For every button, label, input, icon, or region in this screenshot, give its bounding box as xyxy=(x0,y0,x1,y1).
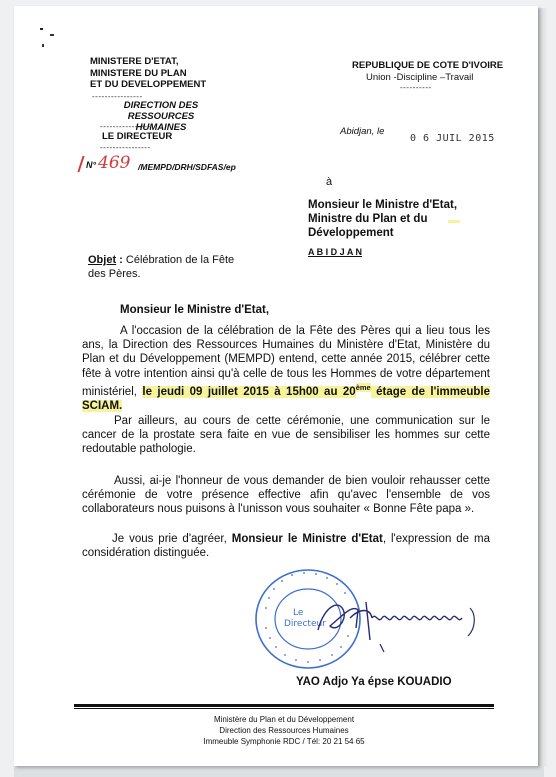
paragraph-text: Par ailleurs, au cours de cette cérémonie, une communication sur le cancer de la prostate sera faite en vue de sensibiliser les hommes sur cette redoutable pathologie. xyxy=(82,415,490,456)
separator: ---------- xyxy=(400,83,432,92)
recipient-a: à xyxy=(326,176,333,188)
direction-line: HUMAINES xyxy=(135,122,187,133)
object-colon: : xyxy=(116,254,126,266)
reference-code: /MEMPD/DRH/SDFAS/ep xyxy=(138,162,236,172)
signatory-name: YAO Adjo Ya épse KOUADIO xyxy=(296,676,452,688)
recipient-address xyxy=(308,198,457,240)
event-floor-suffix: ème xyxy=(355,382,371,392)
reference-prefix: N° xyxy=(86,160,97,170)
director-signature xyxy=(300,588,490,658)
ministry-letterhead xyxy=(90,56,206,91)
scan-mark xyxy=(40,28,43,30)
letter-object xyxy=(88,254,234,281)
paragraph-3 xyxy=(82,474,490,517)
ministry-line: MINISTERE DU PLAN xyxy=(90,67,187,79)
separator: ---------------- xyxy=(100,143,151,152)
closing-formula xyxy=(82,532,490,560)
footer-rule xyxy=(74,708,494,709)
separator: ---------------- xyxy=(100,122,151,131)
footer xyxy=(74,714,494,747)
paragraph-text: A l'occasion de la célébration de la Fête des Pères qui a lieu tous les ans, la Direction des Ressources Humaines du Ministère d'Etat, Ministère du Plan et du Développement (MEMPD) entend, cette année 2015, célébrer cette fête à votre intention ainsi qu'à celle de tous les Hommes de votre département ministériel, xyxy=(82,325,490,398)
scan-mark xyxy=(42,44,44,47)
scan-mark xyxy=(50,34,54,36)
salutation: Monsieur le Ministre d'Etat, xyxy=(120,304,270,316)
page-edge-shadow xyxy=(538,8,548,766)
paragraph-1 xyxy=(82,324,490,413)
recipient-city: A B I D J A N xyxy=(308,247,363,257)
event-date: le jeudi 09 juillet 2015 à 15h00 au 20 xyxy=(142,385,356,398)
footer-line: Immeuble Symphonie RDC / Tél: 20 21 54 65 xyxy=(203,737,365,746)
national-motto: Union -Discipline –Travail xyxy=(366,72,474,83)
country-name: REPUBLIQUE DE COTE D'IVOIRE xyxy=(352,60,504,71)
footer-rule xyxy=(74,704,494,707)
footer-line: Ministère du Plan et du Développement xyxy=(213,715,355,724)
event-location: étage de l'immeuble SCIAM. xyxy=(82,385,490,412)
footer-line: Direction des Ressources Humaines xyxy=(219,726,349,735)
recipient-line: Développement xyxy=(308,227,394,239)
next-page-edge xyxy=(14,766,544,777)
separator: ---------------- xyxy=(92,92,143,101)
closing-text: Je vous prie d'agréer, xyxy=(112,533,232,545)
paragraph-text: Aussi, ai-je l'honneur de vous demander de bien vouloir rehausser cette cérémonie de votre présence effective afin qu'avec l'ensemble de vos collaborateurs nous puisons à l'unisson vous souhaiter « Bonne Fête papa ». xyxy=(82,475,490,516)
director-title: LE DIRECTEUR xyxy=(102,131,173,142)
direction-line: DIRECTION DES RESSOURCES xyxy=(123,100,199,122)
closing-text: , l'expression de ma considération distinguée. xyxy=(82,533,490,560)
date-stamp: 0 6 JUIL 2015 xyxy=(410,133,495,144)
paragraph-2 xyxy=(82,414,490,457)
ministry-line: ET DU DEVELOPPEMENT xyxy=(90,79,207,90)
recipient-line: Ministre du Plan et du xyxy=(308,213,428,225)
closing-addressee: Monsieur le Ministre d'Etat xyxy=(231,533,383,545)
seal-text: Directeur xyxy=(284,619,326,629)
recipient-line: Monsieur le Ministre d'Etat, xyxy=(308,199,458,211)
object-text: des Pères. xyxy=(88,267,141,280)
object-text: Célébration de la Fête xyxy=(125,254,235,266)
seal-text: Le xyxy=(293,608,304,618)
reference-number: 469 xyxy=(98,153,131,173)
place: Abidjan, le xyxy=(340,126,385,137)
object-label: Objet xyxy=(88,254,117,266)
ministry-line: MINISTERE D'ETAT, xyxy=(90,56,179,67)
highlight-mark xyxy=(448,220,460,223)
